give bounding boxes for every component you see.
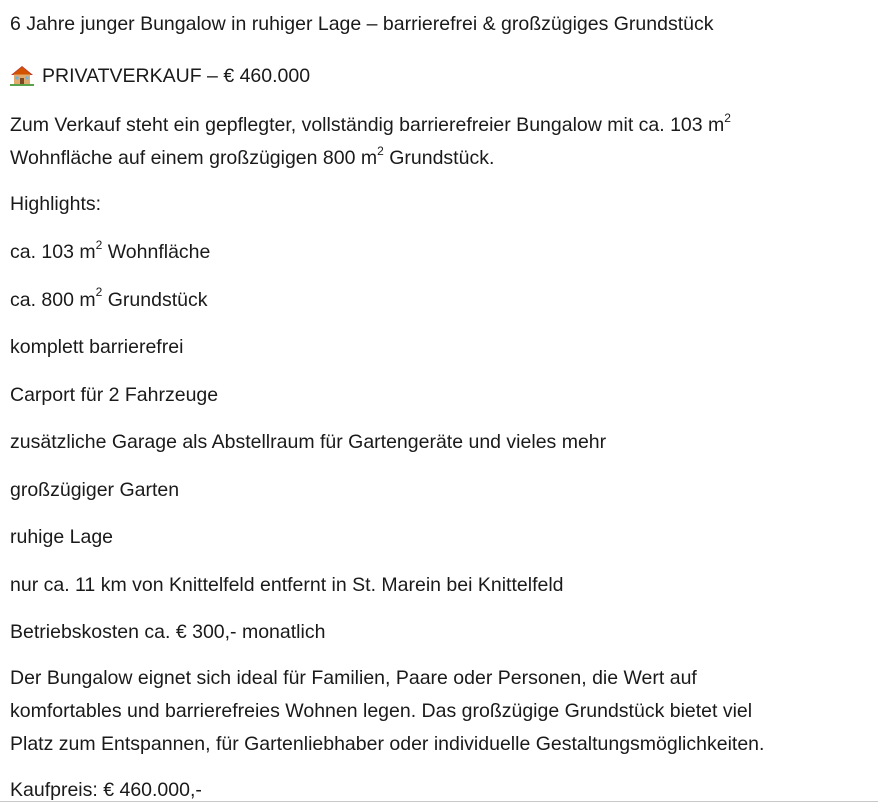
intro-line-1 [10,109,731,142]
highlight-item [10,285,208,312]
highlight-text: Betriebskosten ca. € 300,- monatlich [10,621,326,643]
highlight-text: nur ca. 11 km von Knittelfeld entfernt in St. Marein bei Knittelfeld [10,573,564,596]
private-sale-text: PRIVATVERKAUF – € 460.000 [42,65,311,87]
highlight-text: Carport für 2 Fahrzeuge [10,383,219,406]
highlight-tail: Wohnfläche [102,241,211,263]
highlight-text: ca. 103 m [10,241,96,263]
description-paragraph [10,662,764,761]
description-line: Platz zum Entspannen, für Gartenliebhaber oder individuelle Gestaltungsmöglichkeiten. [10,733,765,755]
highlight-text: ruhige Lage [10,526,114,548]
intro-line-2-text: Wohnfläche auf einem großzügigen 800 m [10,147,378,169]
intro-line-1-sup: 2 [724,110,731,125]
intro-line-2-sup: 2 [377,143,384,158]
intro-line-1-text: Zum Verkauf steht ein gepflegter, vollständig barrierefreier Bungalow mit ca. 103 m [10,114,725,136]
private-sale-line [10,64,310,88]
listing-title: 6 Jahre junger Bungalow in ruhiger Lage – barrierefrei & großzügiges Grundstück [10,13,714,35]
price-line: Kaufpreis: € 460.000,- [10,779,202,801]
highlight-item [10,478,179,502]
highlight-item [10,430,606,454]
intro-line-2-tail: Grundstück. [383,147,495,169]
highlight-text: zusätzliche Garage als Abstellraum für Gartengeräte und vieles mehr [10,431,607,453]
highlight-item [10,237,211,264]
intro-line-2 [10,142,731,175]
highlight-text: großzügiger Garten [10,478,180,501]
description-line: komfortables und barrierefreies Wohnen legen. Das großzügige Grundstück bietet viel [10,700,753,722]
intro-paragraph [10,109,731,175]
page-bottom-divider [0,801,878,802]
highlight-sup: 2 [95,285,103,299]
highlight-item [10,383,218,407]
highlight-text: ca. 800 m [10,288,96,311]
highlights-heading: Highlights: [10,193,102,215]
highlight-item [10,620,325,644]
highlight-item [10,573,564,597]
highlight-tail: Grundstück [102,288,208,311]
description-line: Der Bungalow eignet sich ideal für Familien, Paare oder Personen, die Wert auf [10,667,697,689]
highlight-item [10,335,183,359]
house-icon [10,64,34,86]
highlight-sup: 2 [95,237,103,252]
highlight-item [10,525,113,549]
highlight-text: komplett barrierefrei [10,336,184,358]
